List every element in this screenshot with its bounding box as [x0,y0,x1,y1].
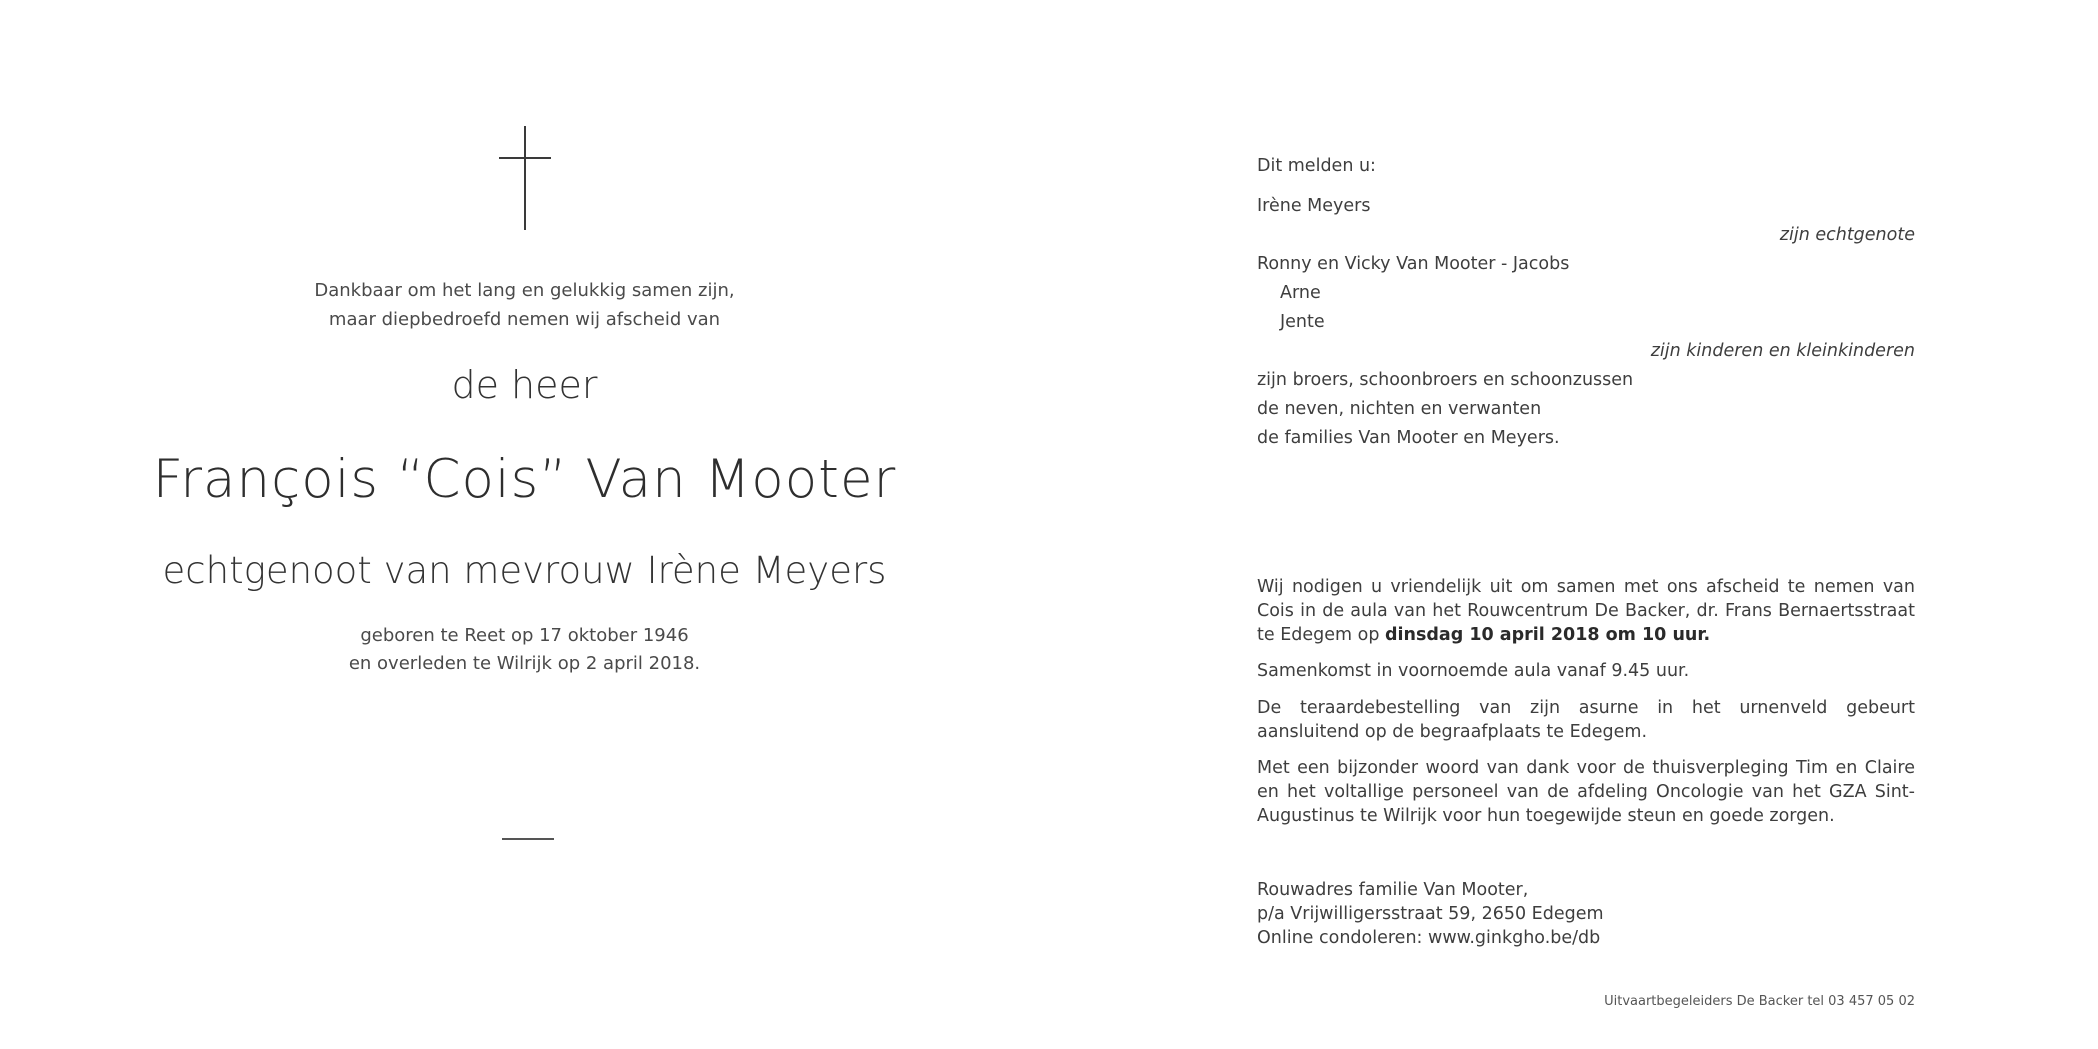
cross-icon [499,126,551,230]
birth-line: geboren te Reet op 17 oktober 1946 [360,625,689,646]
intro-text [0,276,1049,334]
family-line-1: zijn broers, schoonbroers en schoonzussen [1257,370,1634,390]
spouse-line: echtgenoot van mevrouw Irène Meyers [162,549,887,592]
wife-role: zijn echtgenote [1779,225,1915,245]
invite-text: Wij nodigen u vriendelijk uit om samen met ons afscheid te nemen van Cois in de aula van het Rouwcentrum De Backer, dr. Frans Bernaertsstraat te Edegem op [1257,577,1915,645]
announce-line: Dit melden u: [1257,156,1376,176]
family-line-2: de neven, nichten en verwanten [1257,399,1542,419]
death-line: en overleden te Wilrijk op 2 april 2018. [348,653,701,674]
funeral-director-footer: Uitvaartbegeleiders De Backer tel 03 457 05 02 [1604,994,1915,1009]
intro-line-1: Dankbaar om het lang en gelukkig samen zijn, [314,280,735,301]
thanks-paragraph [1257,756,1915,828]
thanks-text: Met een bijzonder woord van dank voor de thuisverpleging Tim en Claire en het voltallige personeel van de afdeling Oncologie van het GZA Sint-Augustinus te Wilrijk voor hun toegewijde steun en goede zorgen. [1257,758,1915,826]
children-role: zijn kinderen en kleinkinderen [1650,341,1915,361]
address-line-1: Rouwadres familie Van Mooter, [1257,880,1529,900]
wife-name: Irène Meyers [1257,196,1371,216]
address-line-2: p/a Vrijwilligersstraat 59, 2650 Edegem [1257,904,1604,924]
divider-dash [502,838,554,840]
burial-paragraph [1257,696,1915,744]
intro-line-2: maar diepbedroefd nemen wij afscheid van [328,309,721,330]
family-line-3: de families Van Mooter en Meyers. [1257,428,1560,448]
gathering-paragraph [1257,659,1915,683]
burial-text: De teraardebestelling van zijn asurne in het urnenveld gebeurt aansluitend op de begraafplaats te Edegem. [1257,698,1915,742]
address-block [1257,878,1915,950]
gathering-text: Samenkomst in voornoemde aula vanaf 9.45 uur. [1257,661,1690,681]
life-dates [0,622,1049,678]
grandchild-2: Jente [1280,312,1325,332]
children-line: Ronny en Vicky Van Mooter - Jacobs [1257,254,1570,274]
grandchild-1: Arne [1280,283,1321,303]
deceased-name: François “Cois” Van Mooter [152,449,897,510]
invitation-paragraph [1257,575,1915,647]
honorific-title: de heer [451,363,598,407]
address-line-3: Online condoleren: www.ginkgho.be/db [1257,928,1601,948]
invite-date: dinsdag 10 april 2018 om 10 uur. [1385,625,1711,645]
